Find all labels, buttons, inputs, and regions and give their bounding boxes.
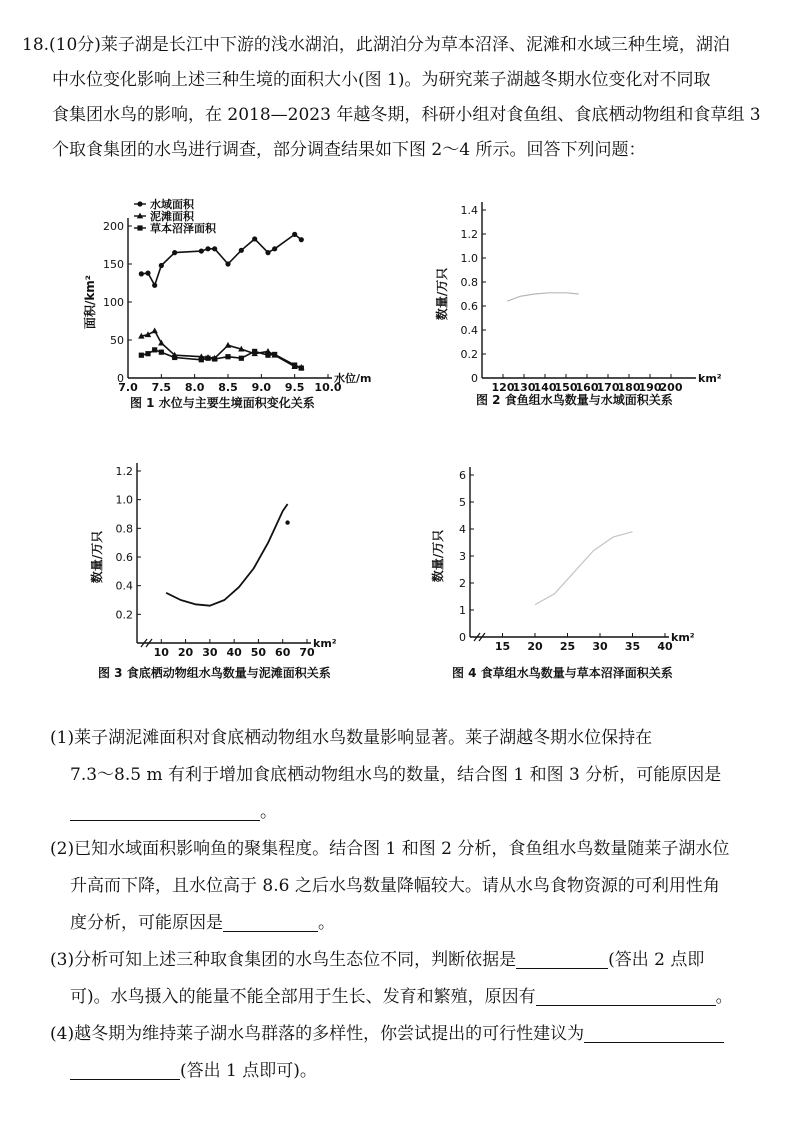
data-point <box>212 356 217 361</box>
x-tick-label: 170 <box>596 381 620 394</box>
question-line <box>50 1053 790 1090</box>
question-line <box>50 794 790 831</box>
x-tick-label: 140 <box>533 381 557 394</box>
x-tick-label: 25 <box>559 640 576 653</box>
x-tick-label: 60 <box>275 646 291 659</box>
answer-blank[interactable] <box>70 800 260 821</box>
figure-2 <box>430 195 730 395</box>
question-line <box>50 831 790 868</box>
data-point <box>272 246 277 251</box>
data-point <box>205 356 210 361</box>
legend-label: 泥滩面积 <box>150 210 194 223</box>
data-point <box>265 353 270 358</box>
x-tick-label: 50 <box>250 646 267 659</box>
x-tick-label: 8.5 <box>218 381 238 394</box>
y-tick-label: 0.4 <box>115 579 133 593</box>
y-axis-label: 面积/km² <box>83 274 97 330</box>
data-point <box>299 366 304 371</box>
y-tick-label: 1.0 <box>460 252 478 265</box>
y-tick-label: 50 <box>110 334 124 347</box>
series-line <box>166 504 288 606</box>
figure-3 <box>85 455 365 660</box>
series-line <box>507 293 578 301</box>
question-intro <box>22 28 784 168</box>
question-text: (2)已知水域面积影响鱼的聚集程度。结合图 1 和图 2 分析，食鱼组水鸟数量随莱子湖水位 <box>50 839 730 859</box>
y-tick-label: 150 <box>103 258 124 271</box>
x-tick-label: 40 <box>657 640 673 653</box>
data-point <box>159 350 164 355</box>
legend-label: 草本沼泽面积 <box>150 222 216 235</box>
data-point <box>145 351 150 356</box>
figure-4-caption: 图 4 食草组水鸟数量与草本沼泽面积关系 <box>452 666 673 680</box>
question-text-after: 。 <box>715 987 733 1007</box>
y-axis-label: 数量/万只 <box>431 529 445 583</box>
y-tick-label: 5 <box>459 496 466 509</box>
figure-3-chart <box>85 455 365 660</box>
data-point <box>205 246 210 251</box>
y-tick-label: 4 <box>459 523 466 536</box>
x-tick-label: 9.5 <box>284 381 305 394</box>
data-point <box>239 248 244 253</box>
figure-2-chart <box>430 195 730 395</box>
data-point <box>152 283 157 288</box>
intro-line: 18.(10分)莱子湖是长江中下游的浅水湖泊，此湖泊分为草本沼泽、泥滩和水域三种生境，湖泊 <box>22 35 730 55</box>
x-tick-label: 130 <box>512 381 536 394</box>
figure-1-caption: 图 1 水位与主要生境面积变化关系 <box>130 396 315 410</box>
question-text: 度分析，可能原因是 <box>70 913 223 933</box>
data-point <box>151 327 157 333</box>
y-tick-label: 0 <box>459 631 466 644</box>
y-tick-label: 100 <box>103 296 124 309</box>
question-line <box>50 1016 790 1053</box>
x-tick-label: 30 <box>202 646 218 659</box>
y-tick-label: 1.2 <box>115 465 133 478</box>
x-tick-label: 20 <box>177 646 194 659</box>
question-line <box>50 720 790 757</box>
data-point <box>145 271 150 276</box>
y-tick-label: 0.2 <box>115 608 133 622</box>
data-point <box>172 250 177 255</box>
data-point <box>252 236 257 241</box>
x-tick-label: 180 <box>617 381 641 394</box>
y-tick-label: 1 <box>459 604 466 617</box>
answer-blank[interactable] <box>516 948 608 969</box>
x-tick-label: 7.0 <box>118 381 138 394</box>
figure-4 <box>430 460 720 660</box>
data-point <box>152 347 157 352</box>
y-axis-label: 数量/万只 <box>435 267 449 321</box>
question-text: 7.3～8.5 m 有利于增加食底栖动物组水鸟的数量，结合图 1 和图 3 分析，可能原因是 <box>70 765 722 785</box>
data-point <box>239 356 244 361</box>
y-tick-label: 1.2 <box>460 228 478 241</box>
question-text-after: 。 <box>260 802 277 822</box>
answer-blank[interactable] <box>223 911 318 932</box>
x-tick-label: 160 <box>575 381 599 394</box>
data-point <box>137 201 142 206</box>
y-tick-label: 0.8 <box>460 276 478 289</box>
data-point <box>252 349 257 354</box>
y-tick-label: 0 <box>471 372 478 385</box>
figure-1-chart <box>80 190 400 395</box>
data-point <box>137 225 142 230</box>
data-point <box>225 342 231 348</box>
question-text: 可)。水鸟摄入的能量不能全部用于生长、发育和繁殖，原因有 <box>70 987 536 1007</box>
x-tick-label: 35 <box>624 640 641 653</box>
x-tick-label: 20 <box>527 640 543 653</box>
data-point <box>292 232 297 237</box>
x-tick-label: 70 <box>299 646 315 659</box>
x-axis-label: 水位/m <box>334 372 372 385</box>
question-line <box>50 757 790 794</box>
x-axis-label: km² <box>313 637 337 650</box>
x-tick-label: 200 <box>659 381 683 394</box>
data-point <box>172 355 177 360</box>
intro-line: 中水位变化影响上述三种生境的面积大小(图 1)。为研究莱子湖越冬期水位变化对不同取 <box>52 70 711 90</box>
y-tick-label: 2 <box>459 577 466 590</box>
x-tick-label: 10.0 <box>314 381 342 394</box>
y-tick-label: 0.6 <box>460 300 478 313</box>
question-text-after: (答出 1 点即可)。 <box>180 1061 317 1081</box>
data-point <box>139 353 144 358</box>
legend-label: 水域面积 <box>150 198 194 211</box>
data-point <box>292 362 297 367</box>
series-line <box>141 234 301 285</box>
question-line <box>50 979 790 1016</box>
question-line <box>50 905 790 942</box>
data-point <box>199 357 204 362</box>
data-point <box>265 250 270 255</box>
intro-line: 食集团水鸟的影响，在 2018—2023 年越冬期，科研小组对食鱼组、食底栖动物组和食草组 3 <box>52 105 761 125</box>
figure-4-chart <box>430 460 720 660</box>
data-point <box>159 263 164 268</box>
question-text-after: 。 <box>318 913 335 933</box>
answer-blank[interactable] <box>536 985 716 1006</box>
series-line <box>535 532 633 605</box>
data-point <box>199 248 204 253</box>
x-tick-label: 30 <box>592 640 608 653</box>
y-tick-label: 0.6 <box>115 551 133 564</box>
x-tick-label: 40 <box>226 646 242 659</box>
sub-questions <box>50 720 790 1090</box>
data-point <box>139 271 144 276</box>
x-axis-label: km² <box>671 631 695 644</box>
question-text: (1)莱子湖泥滩面积对食底栖动物组水鸟数量影响显著。莱子湖越冬期水位保持在 <box>50 728 653 748</box>
data-point <box>225 261 230 266</box>
question-text: (3)分析可知上述三种取食集团的水鸟生态位不同，判断依据是 <box>50 950 517 970</box>
intro-line: 个取食集团的水鸟进行调查，部分调查结果如下图 2～4 所示。回答下列问题： <box>52 140 646 160</box>
x-tick-label: 15 <box>494 640 511 653</box>
figure-3-caption: 图 3 食底栖动物组水鸟数量与泥滩面积关系 <box>98 666 331 680</box>
figure-2-caption: 图 2 食鱼组水鸟数量与水域面积关系 <box>476 393 673 407</box>
x-tick-label: 10 <box>153 646 169 659</box>
question-text-after: (答出 2 点即 <box>608 950 705 970</box>
question-text: (4)越冬期为维持莱子湖水鸟群落的多样性，你尝试提出的可行性建议为 <box>50 1024 585 1044</box>
data-point <box>272 352 277 357</box>
x-tick-label: 7.5 <box>151 381 172 394</box>
y-tick-label: 6 <box>459 469 466 482</box>
data-point <box>225 354 230 359</box>
data-point <box>212 246 217 251</box>
question-line <box>50 942 790 979</box>
answer-blank[interactable] <box>584 1022 724 1043</box>
question-text: 升高而下降，且水位高于 8.6 之后水鸟数量降幅较大。请从水鸟食物资源的可利用性角 <box>70 876 720 896</box>
y-tick-label: 3 <box>459 550 466 563</box>
y-tick-label: 0.4 <box>460 324 478 337</box>
y-tick-label: 200 <box>103 220 124 233</box>
y-tick-label: 1.4 <box>460 204 478 217</box>
data-point <box>299 237 304 242</box>
x-tick-label: 120 <box>491 381 515 394</box>
x-tick-label: 150 <box>554 381 578 394</box>
answer-blank[interactable] <box>70 1059 180 1080</box>
data-point <box>285 520 289 524</box>
x-tick-label: 190 <box>638 381 662 394</box>
question-line <box>50 868 790 905</box>
series-line <box>141 331 301 368</box>
y-axis-label: 数量/万只 <box>90 530 104 584</box>
x-axis-label: km² <box>698 372 722 385</box>
x-tick-label: 9.0 <box>251 381 272 394</box>
y-tick-label: 0.8 <box>115 522 133 536</box>
y-tick-label: 0.2 <box>460 348 478 361</box>
y-tick-label: 0 <box>117 372 124 385</box>
figure-1 <box>80 190 400 395</box>
y-tick-label: 1.0 <box>115 493 133 507</box>
x-tick-label: 8.0 <box>184 381 205 394</box>
